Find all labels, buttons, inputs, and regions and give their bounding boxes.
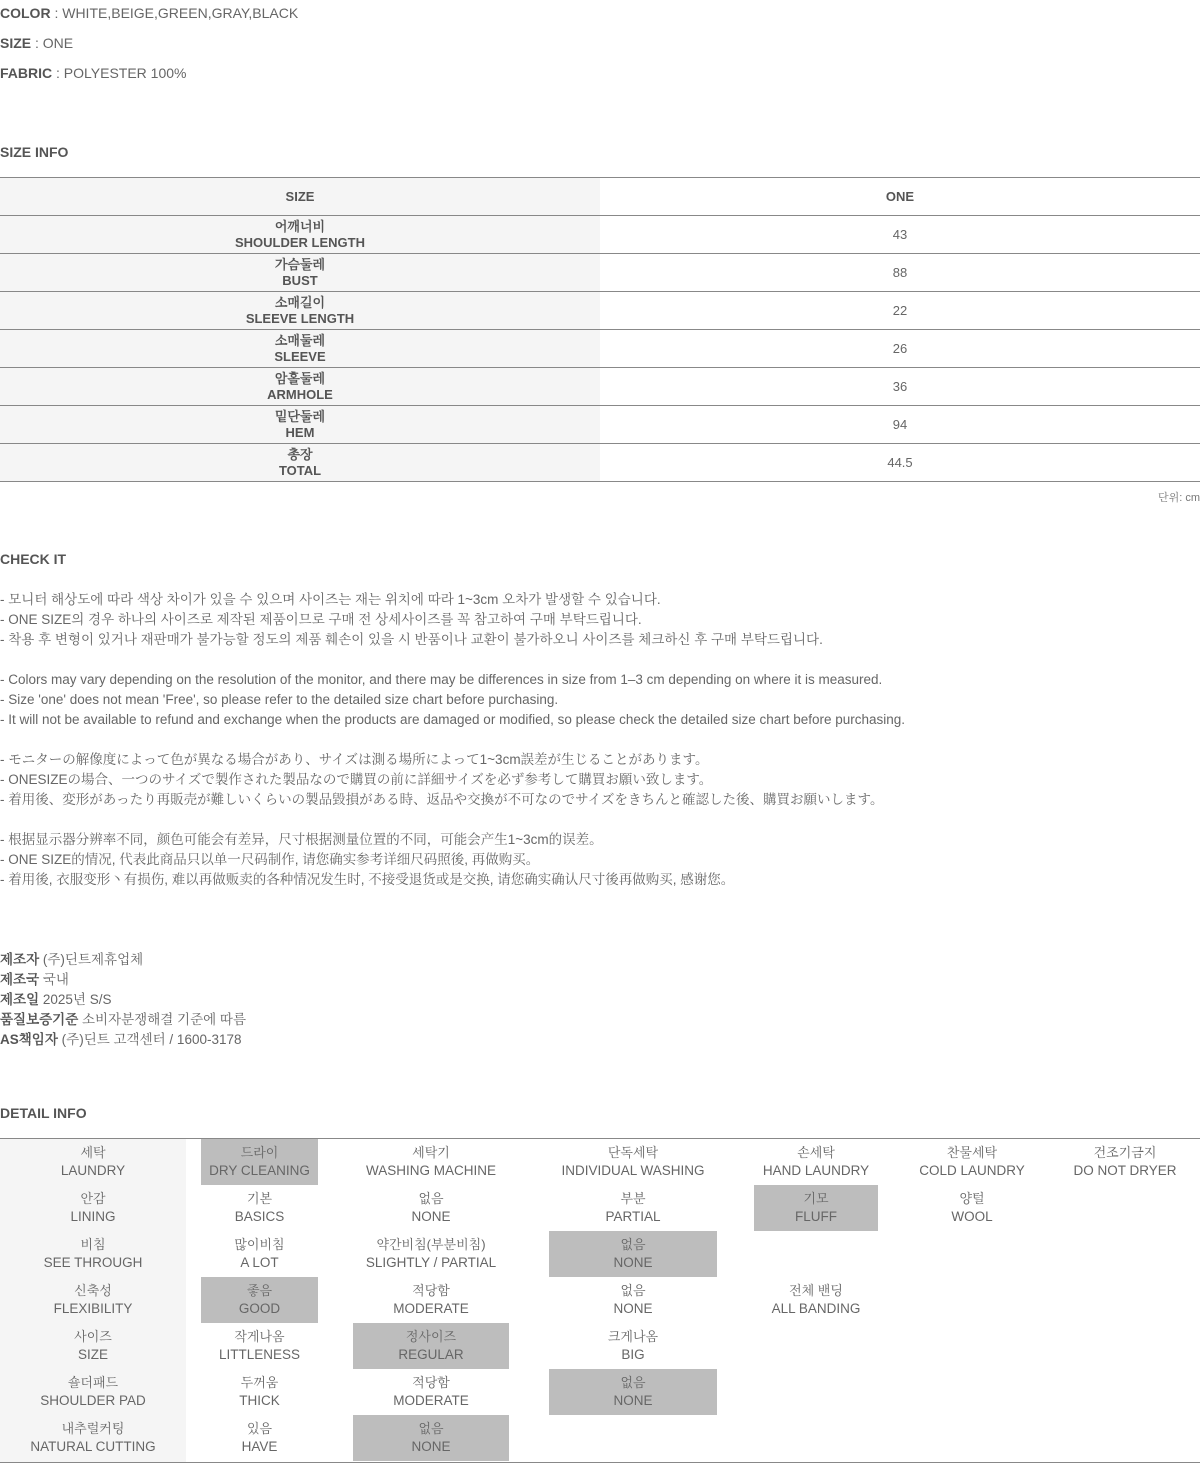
size-table-row (0, 216, 1200, 254)
size-row-label (0, 216, 600, 253)
detail-label-kr: 신축성 (74, 1283, 112, 1298)
detail-option-kr: 세탁기 (412, 1145, 450, 1160)
detail-label-kr: 세탁 (80, 1145, 106, 1160)
detail-option-kr: 드라이 (240, 1145, 279, 1160)
spec-size: SIZE : ONE (0, 35, 74, 51)
unit-label: 단위: cm (1157, 492, 1200, 504)
note-line: - モニターの解像度によって色が異なる場合があり、サイズは測る場所によって1~3cm誤差が生じることがあります。 (0, 752, 709, 767)
spec-fabric: FABRIC : POLYESTER 100% (0, 65, 187, 81)
detail-option (201, 1323, 318, 1369)
detail-option-en: BASICS (234, 1209, 285, 1224)
detail-option-kr: 크게나옴 (607, 1329, 659, 1344)
size-row-label (0, 406, 600, 443)
detail-option-kr: 손세탁 (797, 1145, 835, 1160)
detail-option-en: WOOL (951, 1209, 993, 1224)
detail-label-kr: 내추럴커팅 (61, 1421, 125, 1436)
detail-option (754, 1277, 878, 1323)
detail-option-kr: 기본 (246, 1191, 273, 1206)
detail-option (201, 1415, 318, 1461)
size-row-label-kr: 가슴둘레 (274, 256, 326, 272)
size-row-value: 94 (892, 417, 908, 432)
notes-japanese (0, 750, 905, 810)
detail-option-en: FLUFF (795, 1209, 837, 1224)
maker-line (0, 970, 246, 990)
size-row-label-kr: 밑단둘레 (274, 408, 326, 424)
detail-row-label (0, 1277, 186, 1323)
detail-option-en: WASHING MACHINE (365, 1163, 496, 1178)
size-row-value: 26 (892, 341, 908, 356)
detail-option (201, 1185, 318, 1231)
detail-option (549, 1277, 717, 1323)
detail-option-kr: 기모 (803, 1191, 829, 1206)
detail-option-kr: 작게나옴 (234, 1329, 285, 1344)
size-row-label-en: BUST (282, 272, 318, 288)
maker-value: 소비자분쟁해결 기준에 따름 (82, 1012, 247, 1027)
detail-option (353, 1231, 509, 1277)
detail-option-kr: 단독세탁 (607, 1145, 659, 1160)
size-row-label (0, 330, 600, 367)
size-header-label: SIZE (0, 178, 600, 215)
detail-option-kr: 전체 밴딩 (789, 1283, 843, 1298)
detail-option-selected (353, 1415, 509, 1461)
note-line: - ONE SIZE의 경우 하나의 사이즈로 제작된 제품이므로 구매 전 상세사이즈를 꼭 참고하여 구매 부탁드립니다. (0, 612, 642, 627)
detail-option-kr: 없음 (620, 1237, 646, 1252)
check-it-title: CHECK IT (0, 551, 67, 567)
size-row-value: 44.5 (887, 455, 913, 470)
detail-option-kr: 많이비침 (234, 1237, 285, 1252)
detail-label-kr: 사이즈 (74, 1329, 112, 1344)
detail-option-kr: 적당함 (412, 1283, 450, 1298)
detail-option-selected (754, 1185, 878, 1231)
size-table-row (0, 444, 1200, 482)
maker-value: 국내 (42, 972, 69, 987)
size-table-row (0, 406, 1200, 444)
note-line: - 着用後, 衣服变形丶有损伤, 难以再做贩卖的各种情况发生时, 不接受退货或是交换, 请您确实确认尺寸後再做购买, 感谢您。 (0, 872, 735, 887)
detail-option-kr: 건조기금지 (1093, 1145, 1157, 1160)
maker-label: AS책임자 (0, 1032, 58, 1047)
detail-label-en: LAUNDRY (60, 1163, 126, 1178)
size-row-value: 36 (892, 379, 908, 394)
size-table-row (0, 292, 1200, 330)
detail-info-title: DETAIL INFO (0, 1105, 87, 1121)
detail-option-selected (201, 1139, 318, 1185)
size-header-value: ONE (885, 189, 915, 204)
detail-label-kr: 안감 (80, 1191, 106, 1206)
maker-line (0, 1010, 246, 1030)
detail-option-en: PARTIAL (605, 1209, 661, 1224)
detail-option-en: NONE (613, 1255, 653, 1270)
size-row-label (0, 254, 600, 291)
size-row-label-en: ARMHOLE (267, 386, 333, 402)
detail-label-kr: 비침 (80, 1237, 106, 1252)
note-line: - ONESIZEの場合、一つのサイズで製作された製品なので購買の前に詳細サイズを必ず参考して購買お願い致します。 (0, 772, 713, 787)
detail-option-kr: 부분 (620, 1191, 646, 1206)
size-info-title: SIZE INFO (0, 144, 69, 160)
size-row-label-en: TOTAL (278, 462, 322, 478)
note-line: - Size 'one' does not mean 'Free', so please refer to the detailed size chart before purchasing. (0, 692, 559, 707)
detail-option-kr: 찬물세탁 (946, 1145, 998, 1160)
detail-option-en: NONE (613, 1301, 653, 1316)
detail-option-en: NONE (411, 1209, 451, 1224)
size-row-label (0, 368, 600, 405)
detail-option (898, 1185, 1046, 1231)
detail-option-en: ALL BANDING (771, 1301, 861, 1316)
detail-option-en: HAVE (241, 1439, 278, 1454)
detail-label-en: NATURAL CUTTING (30, 1439, 156, 1454)
detail-option-en: NONE (411, 1439, 451, 1454)
maker-label: 품질보증기준 (0, 1012, 79, 1027)
detail-option (898, 1139, 1046, 1185)
detail-option-kr: 약간비침(부분비침) (376, 1237, 486, 1252)
detail-label-en: FLEXIBILITY (53, 1301, 133, 1316)
detail-row-label (0, 1139, 186, 1185)
detail-option (549, 1323, 717, 1369)
size-row-label-kr: 소매길이 (274, 294, 326, 310)
size-row-label (0, 444, 600, 481)
size-row-label-en: SHOULDER LENGTH (235, 234, 365, 250)
size-row-value: 88 (892, 265, 908, 280)
maker-label: 제조일 (0, 992, 40, 1007)
spec-color: COLOR : WHITE,BEIGE,GREEN,GRAY,BLACK (0, 5, 299, 21)
detail-option-kr: 정사이즈 (405, 1329, 457, 1344)
size-row-label-en: SLEEVE (274, 348, 326, 364)
size-table-row (0, 254, 1200, 292)
detail-option-en: NONE (613, 1393, 653, 1408)
maker-value: (주)딘트 고객센터 / 1600-3178 (61, 1032, 242, 1047)
detail-row-label (0, 1231, 186, 1277)
detail-option-en: COLD LAUNDRY (919, 1163, 1025, 1178)
maker-line (0, 990, 246, 1010)
notes-english (0, 670, 905, 730)
maker-label: 제조국 (0, 972, 40, 987)
detail-option (201, 1231, 318, 1277)
detail-option-kr: 적당함 (412, 1375, 450, 1390)
detail-row-label (0, 1323, 186, 1369)
detail-option-kr: 좋음 (246, 1283, 273, 1298)
detail-option (353, 1185, 509, 1231)
size-row-label-kr: 암홀둘레 (274, 370, 326, 386)
detail-option-en: MODERATE (393, 1393, 469, 1408)
note-line: - It will not be available to refund and exchange when the products are damaged or modified, so please check the detailed size chart before purchasing. (0, 712, 906, 727)
detail-option-en: DRY CLEANING (209, 1163, 310, 1178)
detail-label-en: SIZE (77, 1347, 108, 1362)
detail-label-en: LINING (70, 1209, 116, 1224)
detail-option-en: BIG (621, 1347, 645, 1362)
detail-option (549, 1185, 717, 1231)
detail-option-en: LITTLENESS (218, 1347, 301, 1362)
size-row-label-en: HEM (285, 424, 315, 440)
size-row-label-en: SLEEVE LENGTH (245, 310, 355, 326)
detail-option-en: DO NOT DRYER (1073, 1163, 1177, 1178)
detail-option-selected (201, 1277, 318, 1323)
maker-label: 제조자 (0, 952, 40, 967)
size-table-row (0, 330, 1200, 368)
manufacturer-info (0, 950, 246, 1050)
detail-row-label (0, 1369, 186, 1415)
size-row-label (0, 292, 600, 329)
detail-label-kr: 숄더패드 (67, 1375, 119, 1390)
detail-option (353, 1277, 509, 1323)
detail-label-en: SHOULDER PAD (40, 1393, 146, 1408)
detail-option (201, 1369, 318, 1415)
size-row-value: 43 (892, 227, 908, 242)
note-line: - 모니터 해상도에 따라 색상 차이가 있을 수 있으며 사이즈는 재는 위치에 따라 1~3cm 오차가 발생할 수 있습니다. (0, 592, 661, 607)
detail-option-en: HAND LAUNDRY (762, 1163, 870, 1178)
detail-option-selected (549, 1369, 717, 1415)
notes-chinese (0, 830, 905, 890)
maker-value: (주)딘트제휴업체 (42, 952, 144, 967)
detail-option-kr: 있음 (246, 1421, 273, 1436)
detail-option-kr: 양털 (959, 1191, 985, 1206)
detail-option-en: SLIGHTLY / PARTIAL (365, 1255, 497, 1270)
notes-korean (0, 590, 905, 650)
maker-value: 2025년 S/S (42, 992, 112, 1007)
detail-option-kr: 없음 (620, 1375, 646, 1390)
size-table (0, 177, 1200, 482)
detail-row-label (0, 1415, 186, 1461)
maker-line (0, 1030, 246, 1050)
maker-line (0, 950, 246, 970)
detail-row-label (0, 1185, 186, 1231)
detail-info-table (0, 1138, 1200, 1463)
note-line: - 착용 후 변형이 있거나 재판매가 불가능할 정도의 제품 훼손이 있을 시 반품이나 교환이 불가하오니 사이즈를 체크하신 후 구매 부탁드립니다. (0, 632, 823, 647)
detail-option (549, 1139, 717, 1185)
detail-option-kr: 두꺼움 (240, 1375, 279, 1390)
detail-option-en: THICK (239, 1393, 280, 1408)
size-row-label-kr: 어깨너비 (274, 218, 326, 234)
detail-option-en: GOOD (238, 1301, 281, 1316)
detail-option-en: A LOT (240, 1255, 279, 1270)
detail-option-kr: 없음 (418, 1191, 444, 1206)
size-table-header (0, 178, 1200, 216)
note-line: - 根据显示器分辨率不同，颜色可能会有差异，尺寸根据测量位置的不同，可能会产生1~3cm的误差。 (0, 832, 603, 847)
detail-option-en: MODERATE (393, 1301, 469, 1316)
detail-option-kr: 없음 (418, 1421, 444, 1436)
size-row-label-kr: 소매둘레 (274, 332, 326, 348)
detail-option (353, 1139, 509, 1185)
note-line: - Colors may vary depending on the resolution of the monitor, and there may be differences in size from 1–3 cm depending on where it is measured. (0, 672, 883, 687)
detail-option-selected (549, 1231, 717, 1277)
size-row-label-kr: 총장 (287, 446, 313, 462)
detail-option-kr: 없음 (620, 1283, 646, 1298)
detail-option (353, 1369, 509, 1415)
detail-label-en: SEE THROUGH (43, 1255, 143, 1270)
size-row-value: 22 (892, 303, 908, 318)
detail-option-selected (353, 1323, 509, 1369)
note-line: - ONE SIZE的情况, 代表此商品只以单一尺码制作, 请您确实参考详细尺码照後, 再做购买。 (0, 852, 540, 867)
check-it-notes (0, 590, 905, 910)
detail-option-en: INDIVIDUAL WASHING (561, 1163, 705, 1178)
size-table-row (0, 368, 1200, 406)
note-line: - 着用後、変形があったり再販売が難しいくらいの製品毀損がある時、返品や交換が不可なのでサイズをきちんと確認した後、購買お願いします。 (0, 792, 884, 807)
detail-option-en: REGULAR (398, 1347, 464, 1362)
detail-option (1050, 1139, 1200, 1185)
detail-option (754, 1139, 878, 1185)
